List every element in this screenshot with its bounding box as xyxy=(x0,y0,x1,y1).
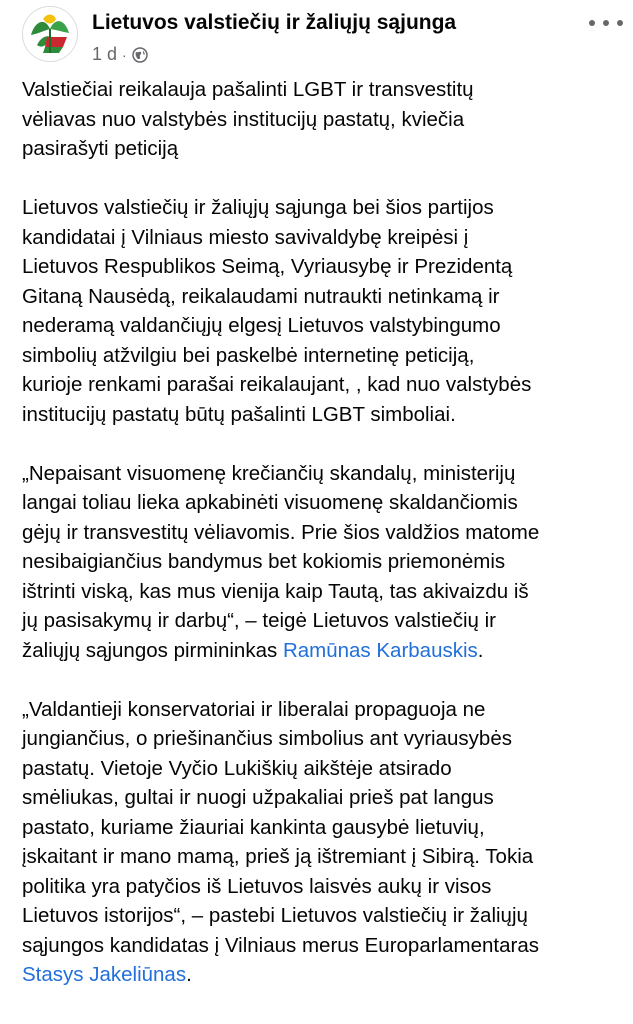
text-line: simbolių atžvilgiu bei paskelbė internetinę peticiją, xyxy=(22,343,475,367)
text-line: Lietuvos Respublikos Seimą, Vyriausybę ir Prezidentą xyxy=(22,255,513,278)
text-line: vėliavas nuo valstybės institucijų pastatų, kviečia xyxy=(22,107,465,131)
post-paragraph-1 xyxy=(22,75,622,164)
text-fragment: žaliųjų sąjungos pirmininkas xyxy=(22,638,283,662)
post-time[interactable]: 1 d xyxy=(92,44,118,64)
post-meta xyxy=(92,44,148,65)
post-paragraph-2 xyxy=(22,193,622,429)
mention-link-ramunas-karbauskis[interactable]: Ramūnas Karbauskis xyxy=(282,638,478,662)
avatar[interactable] xyxy=(22,6,78,62)
text-line: smėliukas, gultai ir nuogi užpakaliai prieš pat langus xyxy=(22,786,494,809)
text-fragment: . xyxy=(477,638,484,662)
meta-separator: · xyxy=(122,46,127,63)
more-dot xyxy=(603,20,609,26)
post-paragraph-3 xyxy=(22,459,622,666)
text-line: nederamą valdančiųjų elgesį Lietuvos valstybingumo xyxy=(22,314,501,337)
text-line: kurioje renkami parašai reikalaujant, , kad nuo valstybės xyxy=(22,373,532,396)
text-line: kandidatai į Vilniaus miesto savivaldybę kreipėsi į xyxy=(22,225,469,249)
text-line: „Valdantieji konservatoriai ir liberalai propaguoja ne xyxy=(22,697,486,721)
text-fragment: . xyxy=(186,963,192,986)
text-line: Gitaną Nausėdą, reikalaudami nutraukti netinkamą ir xyxy=(22,284,500,308)
text-line: pastatų. Vietoje Vyčio Lukiškių aikštėje atsirado xyxy=(22,756,452,780)
text-line: politika yra patyčios iš Lietuvos laisvės aukų ir visos xyxy=(22,874,492,898)
text-line-with-link xyxy=(22,636,622,666)
page-name[interactable]: Lietuvos valstiečių ir žaliųjų sąjunga xyxy=(92,11,457,34)
post-body xyxy=(22,75,622,1019)
text-line: sąjungos kandidatas į Vilniaus merus Europarlamentaras xyxy=(22,933,539,957)
post-header xyxy=(22,6,623,66)
mention-link-stasys-jakeliunas[interactable]: Stasys Jakeliūnas xyxy=(22,963,187,986)
text-line: jų pasisakymų ir darbų“, – teigė Lietuvos valstiečių ir xyxy=(22,609,496,632)
text-line: pastato, kuriame žiauriai kankinta gausybė lietuvių, xyxy=(22,815,485,839)
text-line: jungiančius, o priešinančius simbolius ant vyriausybės xyxy=(22,727,512,750)
text-line: gėjų ir transvestitų vėliavomis. Prie šios valdžios matome xyxy=(22,520,540,544)
text-line: institucijų pastatų būtų pašalinti LGBT simboliai. xyxy=(22,402,456,426)
party-logo-icon xyxy=(23,7,77,61)
more-dot xyxy=(589,20,595,26)
text-line: Lietuvos valstiečių ir žaliųjų sąjunga bei šios partijos xyxy=(22,196,494,219)
text-line: Valstiečiai reikalauja pašalinti LGBT ir transvestitų xyxy=(22,78,474,101)
text-line: įskaitant ir mano mamą, prieš ją ištremiant į Sibirą. Tokia xyxy=(22,845,534,868)
post-paragraph-4 xyxy=(22,695,622,990)
more-options-icon[interactable] xyxy=(589,16,623,30)
text-line: pasirašyti peticiją xyxy=(22,137,179,160)
globe-icon[interactable] xyxy=(132,47,148,63)
more-dot xyxy=(617,20,623,26)
text-line: nesibaigiančius bandymus bet kokiomis priemonėmis xyxy=(22,550,506,573)
text-line: „Nepaisant visuomenę krečiančių skandalų, ministerijų xyxy=(22,461,516,485)
text-line: ištrinti viską, kas mus vienija kaip Tautą, tas akivaizdu iš xyxy=(22,579,529,603)
text-line-with-link xyxy=(22,960,622,990)
text-line: Lietuvos istorijos“, – pastebi Lietuvos valstiečių ir žaliųjų xyxy=(22,904,528,927)
text-line: langai toliau lieka apkabinėti visuomenę skaldančiomis xyxy=(22,491,518,514)
